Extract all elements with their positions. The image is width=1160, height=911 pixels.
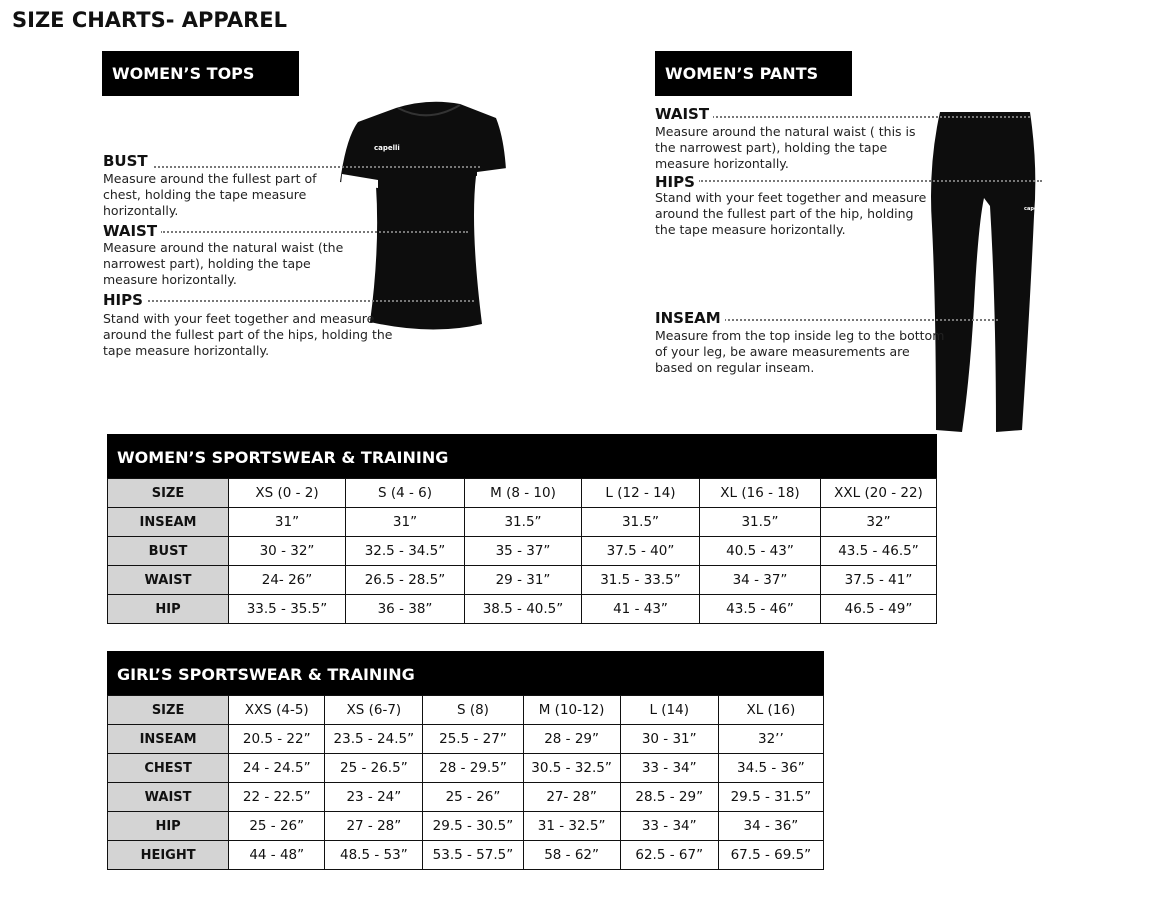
table-cell: 31.5” <box>700 508 821 537</box>
table-cell: 34 - 36” <box>718 812 823 841</box>
womens-size-table <box>107 434 937 624</box>
row-label: HEIGHT <box>108 841 229 870</box>
table-cell: 37.5 - 41” <box>821 566 937 595</box>
table-cell: 31” <box>229 508 346 537</box>
womens-size-header-row <box>108 479 937 508</box>
page-title: SIZE CHARTS- APPAREL <box>12 8 288 32</box>
table-cell: 30 - 31” <box>620 725 718 754</box>
girls-size-table <box>107 651 824 870</box>
pants-waist-label: WAIST <box>655 105 713 123</box>
table-cell: 28 - 29.5” <box>423 754 523 783</box>
girls-size-header-row <box>108 696 824 725</box>
pants-inseam-guide-line <box>720 319 998 321</box>
table-cell: 26.5 - 28.5” <box>346 566 465 595</box>
table-cell: 31 - 32.5” <box>523 812 620 841</box>
table-cell: 30.5 - 32.5” <box>523 754 620 783</box>
pants-hips-desc: Stand with your feet together and measure around the fullest part of the hip, holding the tape measure horizontally. <box>655 190 927 238</box>
row-label: SIZE <box>108 696 229 725</box>
table-row <box>108 783 824 812</box>
table-cell: 22 - 22.5” <box>229 783 325 812</box>
table-row <box>108 508 937 537</box>
tops-bust-desc: Measure around the fullest part of chest, holding the tape measure horizontally. <box>103 171 317 219</box>
table-cell: 24- 26” <box>229 566 346 595</box>
row-label: BUST <box>108 537 229 566</box>
table-cell: 36 - 38” <box>346 595 465 624</box>
pants-waist-guide-line <box>712 116 1030 118</box>
bust-guide-line <box>150 166 480 168</box>
tops-hips-label: HIPS <box>103 291 147 309</box>
table-cell: 29.5 - 30.5” <box>423 812 523 841</box>
tops-hips-desc: Stand with your feet together and measure around the fullest part of the hips, holding the tape measure horizontally. <box>103 311 393 359</box>
table-cell: 31.5” <box>582 508 700 537</box>
table-cell: 33 - 34” <box>620 812 718 841</box>
table-cell: 33.5 - 35.5” <box>229 595 346 624</box>
size-column-header: XL (16) <box>718 696 823 725</box>
table-cell: 27- 28” <box>523 783 620 812</box>
pants-inseam-desc: Measure from the top inside leg to the bottom of your leg, be aware measurements are based on regular inseam. <box>655 328 945 376</box>
womens-pants-image <box>926 106 1046 436</box>
table-row <box>108 595 937 624</box>
table-cell: 31” <box>346 508 465 537</box>
table-cell: 29 - 31” <box>465 566 582 595</box>
table-cell: 28 - 29” <box>523 725 620 754</box>
table-row <box>108 812 824 841</box>
table-cell: 31.5” <box>465 508 582 537</box>
tops-waist-desc: Measure around the natural waist (the narrowest part), holding the tape measure horizontally. <box>103 240 344 288</box>
row-label: INSEAM <box>108 508 229 537</box>
tops-bust-label: BUST <box>103 152 152 170</box>
table-cell: 25.5 - 27” <box>423 725 523 754</box>
table-cell: 25 - 26” <box>229 812 325 841</box>
table-cell: 40.5 - 43” <box>700 537 821 566</box>
size-column-header: L (12 - 14) <box>582 479 700 508</box>
womens-top-image <box>336 98 522 342</box>
table-cell: 31.5 - 33.5” <box>582 566 700 595</box>
size-column-header: S (8) <box>423 696 523 725</box>
row-label: HIP <box>108 595 229 624</box>
table-cell: 33 - 34” <box>620 754 718 783</box>
size-column-header: XXS (4-5) <box>229 696 325 725</box>
tops-waist-guide-line <box>160 231 468 233</box>
womens-pants-header: WOMEN’S PANTS <box>655 51 852 96</box>
size-column-header: XXL (20 - 22) <box>821 479 937 508</box>
table-row <box>108 725 824 754</box>
size-column-header: XS (6-7) <box>325 696 423 725</box>
table-cell: 38.5 - 40.5” <box>465 595 582 624</box>
table-cell: 37.5 - 40” <box>582 537 700 566</box>
table-row <box>108 566 937 595</box>
size-column-header: S (4 - 6) <box>346 479 465 508</box>
table-cell: 27 - 28” <box>325 812 423 841</box>
size-column-header: L (14) <box>620 696 718 725</box>
table-row <box>108 537 937 566</box>
table-cell: 20.5 - 22” <box>229 725 325 754</box>
table-cell: 29.5 - 31.5” <box>718 783 823 812</box>
size-column-header: M (10-12) <box>523 696 620 725</box>
table-cell: 53.5 - 57.5” <box>423 841 523 870</box>
table-cell: 58 - 62” <box>523 841 620 870</box>
row-label: WAIST <box>108 783 229 812</box>
top-logo-text: capelli <box>374 144 400 152</box>
table-cell: 43.5 - 46” <box>700 595 821 624</box>
table-cell: 41 - 43” <box>582 595 700 624</box>
table-row <box>108 754 824 783</box>
table-cell: 25 - 26.5” <box>325 754 423 783</box>
tops-hips-guide-line <box>148 300 474 302</box>
row-label: SIZE <box>108 479 229 508</box>
table-cell: 24 - 24.5” <box>229 754 325 783</box>
size-column-header: XS (0 - 2) <box>229 479 346 508</box>
row-label: WAIST <box>108 566 229 595</box>
pants-hips-guide-line <box>698 180 1042 182</box>
womens-tops-header: WOMEN’S TOPS <box>102 51 299 96</box>
table-cell: 34.5 - 36” <box>718 754 823 783</box>
table-cell: 32.5 - 34.5” <box>346 537 465 566</box>
pants-inseam-label: INSEAM <box>655 309 725 327</box>
table-cell: 46.5 - 49” <box>821 595 937 624</box>
table-cell: 67.5 - 69.5” <box>718 841 823 870</box>
table-cell: 34 - 37” <box>700 566 821 595</box>
size-column-header: M (8 - 10) <box>465 479 582 508</box>
row-label: CHEST <box>108 754 229 783</box>
table-cell: 23 - 24” <box>325 783 423 812</box>
girls-table-title: GIRL’S SPORTSWEAR & TRAINING <box>107 651 824 695</box>
row-label: INSEAM <box>108 725 229 754</box>
table-cell: 62.5 - 67” <box>620 841 718 870</box>
table-cell: 35 - 37” <box>465 537 582 566</box>
row-label: HIP <box>108 812 229 841</box>
table-cell: 44 - 48” <box>229 841 325 870</box>
tops-waist-label: WAIST <box>103 222 161 240</box>
table-cell: 28.5 - 29” <box>620 783 718 812</box>
table-cell: 32’’ <box>718 725 823 754</box>
table-cell: 48.5 - 53” <box>325 841 423 870</box>
pants-logo-text: capelli <box>1024 206 1043 212</box>
size-column-header: XL (16 - 18) <box>700 479 821 508</box>
table-cell: 23.5 - 24.5” <box>325 725 423 754</box>
pants-waist-desc: Measure around the natural waist ( this is the narrowest part), holding the tape measure horizontally. <box>655 124 916 172</box>
womens-table-title: WOMEN’S SPORTSWEAR & TRAINING <box>107 434 937 478</box>
table-cell: 32” <box>821 508 937 537</box>
table-cell: 30 - 32” <box>229 537 346 566</box>
table-cell: 25 - 26” <box>423 783 523 812</box>
table-cell: 43.5 - 46.5” <box>821 537 937 566</box>
table-row <box>108 841 824 870</box>
pants-hips-label: HIPS <box>655 173 699 191</box>
